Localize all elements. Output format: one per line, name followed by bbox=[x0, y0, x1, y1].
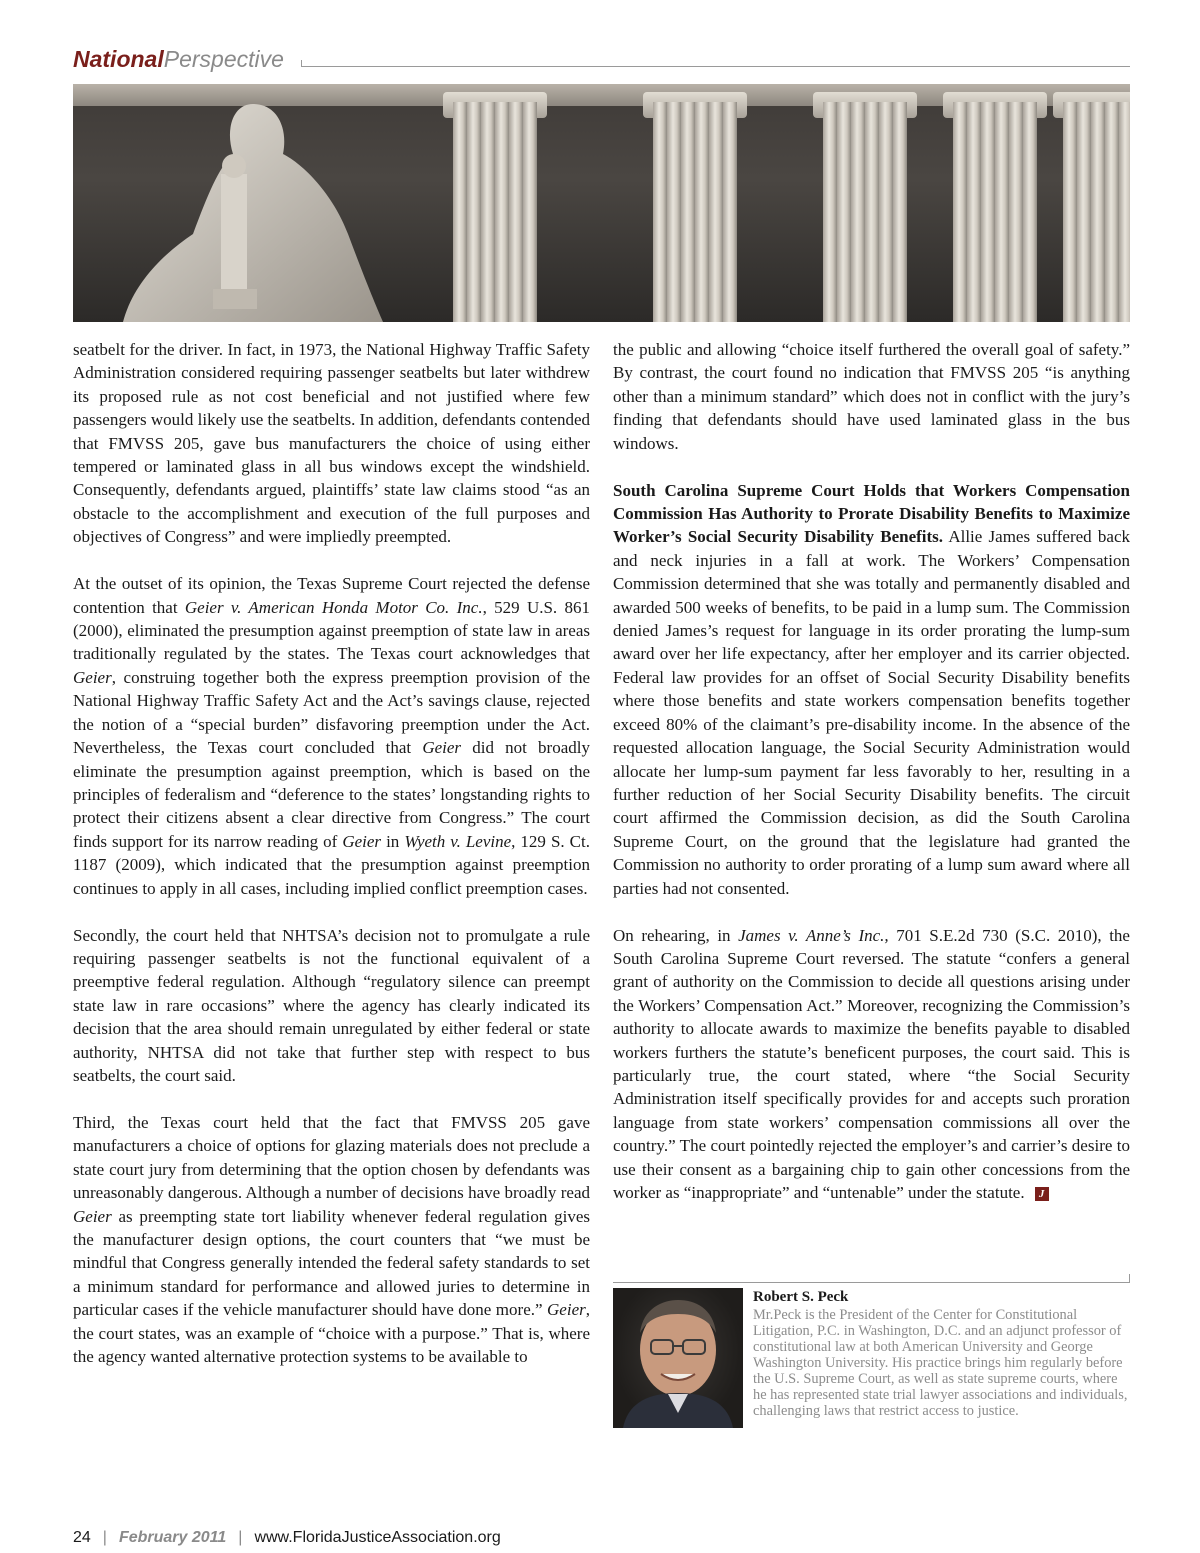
bio-rule bbox=[613, 1282, 1130, 1283]
column bbox=[953, 102, 1037, 322]
case-citation: Geier bbox=[73, 667, 112, 687]
column bbox=[823, 102, 907, 322]
column bbox=[1063, 102, 1130, 322]
case-citation: Geier bbox=[342, 831, 382, 851]
publication-section-title bbox=[73, 44, 284, 74]
page-header bbox=[73, 44, 1130, 78]
paragraph: Secondly, the court held that NHTSA’s decision not to promulgate a rule requiring passenger seatbelts is not the functional equivalent of a preemptive federal regulation. Although “regulatory silence can preempt state law in rare occasions” where the agency has clearly indicated its decision that the area should remain unregulated by either federal or state authority, NHTSA did not take that further step with respect to bus seatbelts, the court said. bbox=[73, 925, 590, 1085]
bio-rule-tick bbox=[1129, 1274, 1130, 1282]
case-citation: Geier bbox=[422, 738, 462, 758]
header-rule bbox=[301, 66, 1130, 67]
footer-separator: | bbox=[102, 1529, 107, 1546]
paragraph: At the outset of its opinion, the Texas Supreme Court rejected the defense contention that Geier v. American Honda Motor Co. Inc., 529 U.S. 861 (2000), eliminated the presumption against preemption of state law in areas traditionally regulated by the states. The Texas court acknowledges that Geier, construing together both the express preemption provision of the National Highway Traffic Safety Act and the Act’s savings clause, rejected the notion of a “special burden” disfavoring preemption under the Act. Nevertheless, the Texas court concluded that Geier did not broadly eliminate the presumption against preemption, which is based on the principles of federalism and “deference to the states’ longstanding rights to protect their citizens absent a clear directive from Congress.” The court finds support for its narrow reading of Geier in Wyeth v. Levine, 129 S. Ct. 1187 (2009), which indicated that the presumption against preemption continues to apply in all cases, including implied conflict preemption cases. bbox=[73, 574, 590, 898]
footer-separator: | bbox=[238, 1529, 243, 1546]
case-heading: South Carolina Supreme Court Holds that Workers Compensation Commission Has Authority to Prorate Disability Benefits to Maximize Worker’s Social Security Disability Benefits. bbox=[613, 480, 1130, 547]
page-footer bbox=[73, 1528, 501, 1548]
page-number: 24 bbox=[73, 1529, 91, 1546]
case-citation: Geier bbox=[547, 1300, 586, 1320]
column bbox=[453, 102, 537, 322]
right-column bbox=[613, 338, 1130, 1204]
case-citation: Wyeth v. Levine bbox=[404, 831, 512, 851]
left-column bbox=[73, 338, 590, 1368]
statue-figure bbox=[103, 84, 403, 322]
case-citation: Geier v. American Honda Motor Co. Inc. bbox=[184, 597, 483, 617]
author-photo bbox=[613, 1288, 743, 1428]
case-citation: Geier bbox=[73, 1206, 112, 1226]
author-name: Robert S. Peck bbox=[753, 1289, 849, 1305]
author-portrait bbox=[613, 1288, 743, 1428]
paragraph: seatbelt for the driver. In fact, in 1973, the National Highway Traffic Safety Administration considered requiring passenger seatbelts but later withdrew its proposed rule as not cost beneficial and not justified where few passengers would likely use the seatbelts. In addition, defendants contended that FMVSS 205, gave bus manufacturers the choice of using either tempered or laminated glass in all bus windows except the windshield. Consequently, defendants argued, plaintiffs’ state law claims stood “as an obstacle to the accomplishment and execution of the full purposes and objectives of Congress” and were impliedly preempted. bbox=[73, 340, 590, 547]
issue-date: February 2011 bbox=[118, 1529, 227, 1546]
section-title-light: Perspective bbox=[163, 46, 284, 72]
case-citation: James v. Anne’s Inc., bbox=[738, 925, 889, 945]
paragraph: the public and allowing “choice itself furthered the overall goal of safety.” By contrast, the court found no indication that FMVSS 205 “is anything other than a minimum standard” which does not in conflict with the jury’s finding that defendants should have used laminated glass in the bus windows. bbox=[613, 340, 1130, 453]
paragraph: Third, the Texas court held that the fact that FMVSS 205 gave manufacturers a choice of options for glazing materials does not preclude a state court jury from determining that the option chosen by defendants was unreasonably dangerous. Although a number of decisions have broadly read Geier as preempting state tort liability whenever federal regulation gives the manufacturer design options, the court counters that “we must be mindful that Congress generally intended the federal safety standards to set a minimum standard for performance and allowed juries to determine in particular cases if the vehicle manufacturer should have done more.” Geier, the court states, was an example of “choice with a purpose.” That is, where the agency wanted alternative protection systems to be available to bbox=[73, 1112, 590, 1367]
paragraph: South Carolina Supreme Court Holds that Workers Compensation Commission Has Authority to Prorate Disability Benefits to Maximize Worker’s Social Security Disability Benefits. Allie James suffered back and neck injuries in a fall at work. The Workers’ Compensation Commission determined that she was totally and permanently disabled and awarded 500 weeks of benefits, to be paid in a lump sum. The Commission denied James’s request for language in its order prorating the lump-sum award over her life expectancy, after her employer and its carrier objected. Federal law provides for an offset of Social Security Disability benefits where those benefits and state workers compensation benefits together exceed 80% of the claimant’s pre-disability income. In the absence of the requested allocation language, the Social Security Administration would allocate her lump-sum payment far less favorably to her, resulting in a further reduction of her Social Security Disability benefits. The circuit court affirmed the Commission decision, as did the South Carolina Supreme Court, on the ground that the legislature had granted the Commission no authority to order prorating of a lump sum award where all parties had not consented. bbox=[613, 480, 1130, 898]
website-link[interactable]: www.FloridaJusticeAssociation.org bbox=[254, 1529, 501, 1546]
author-bio: Mr.Peck is the President of the Center for Constitutional Litigation, P.C. in Washington, D.C. and an adjunct professor of constitutional law at both American University and George Washington University. His practice brings him regularly before the U.S. Supreme Court, as well as state supreme courts, where he has represented state trial lawyer associations and individuals, challenging laws that restrict access to justice. bbox=[753, 1307, 1128, 1419]
section-title-bold: National bbox=[73, 46, 164, 72]
supreme-court-photo bbox=[73, 84, 1130, 322]
column bbox=[653, 102, 737, 322]
article-end-mark: J bbox=[1035, 1187, 1049, 1201]
paragraph: On rehearing, in James v. Anne’s Inc., 701 S.E.2d 730 (S.C. 2010), the South Carolina Supreme Court reversed. The statute “confers a general grant of authority on the Commission to decide all questions arising under the Workers’ Compensation Act.” Moreover, recognizing the Commission’s authority to allocate awards to maximize the benefits payable to disabled workers furthers the statute’s beneficent purposes, the court said. This is particularly true, the court stated, where “the Social Security Administration itself specifically provides for and accepts such proration language from state workers’ compensation commissions all over the country.” The court pointedly rejected the employer’s and carrier’s desire to use their consent as a bargaining chip to gain other concessions from the worker as “inappropriate” and “untenable” under the statute. J bbox=[613, 925, 1130, 1202]
